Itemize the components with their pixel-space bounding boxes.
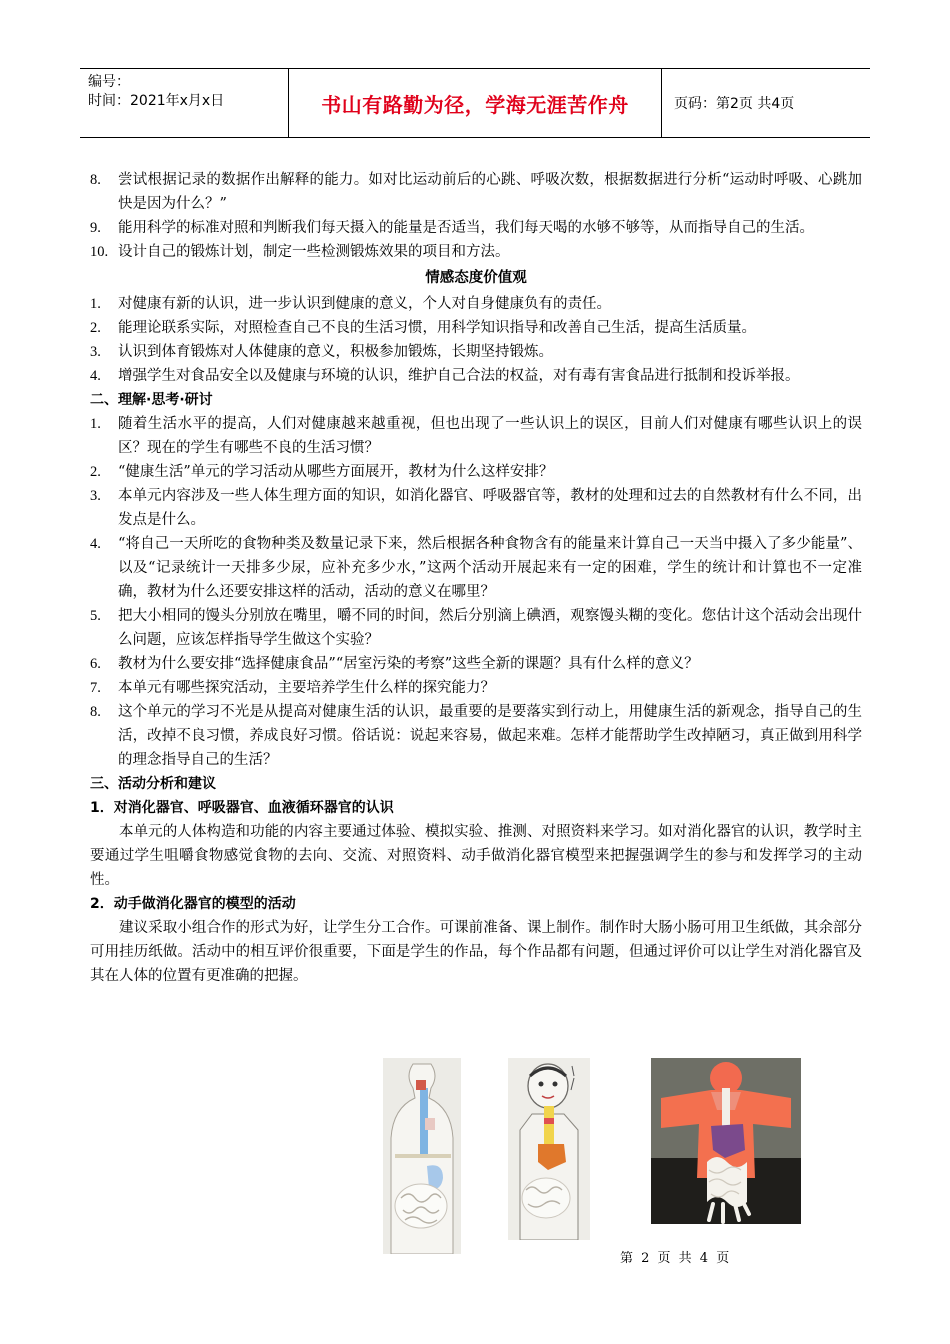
list-item xyxy=(90,484,862,532)
list-item xyxy=(90,364,862,388)
item-text: 本单元有哪些探究活动，主要培养学生什么样的探究能力？ xyxy=(118,680,495,696)
page-footer: 第 2 页 共 4 页 xyxy=(620,1251,732,1266)
list-item xyxy=(90,340,862,364)
student-model-photos xyxy=(0,1058,950,1318)
item-text: 本单元内容涉及一些人体生理方面的知识，如消化器官、呼吸器官等，教材的处理和过去的自然教材有什么不同，出发点是什么。 xyxy=(118,488,862,528)
student-model-photo-3 xyxy=(651,1058,801,1224)
subsection2-paragraph: 建议采取小组合作的形式为好，让学生分工合作。可课前准备、课上制作。制作时大肠小肠可用卫生纸做，其余部分可用挂历纸做。活动中的相互评价很重要，下面是学生的作品，每个作品都有问题，但通过评价可以让学生对消化器官及其在人体的位置有更准确的把握。 xyxy=(90,920,862,984)
item-number: 6. xyxy=(90,656,101,672)
item-text: 教材为什么要安排“选择健康食品”“居室污染的考察”这些全新的课题？具有什么样的意义？ xyxy=(118,656,699,672)
item-text: 对健康有新的认识，进一步认识到健康的意义，个人对自身健康负有的责任。 xyxy=(118,296,611,312)
item-number: 5. xyxy=(90,608,101,624)
list-item xyxy=(90,316,862,340)
list-item xyxy=(90,700,862,772)
item-number: 3. xyxy=(90,344,101,360)
student-model-photo-1 xyxy=(383,1058,461,1254)
list-item xyxy=(90,412,862,460)
item-text: 能用科学的标准对照和判断我们每天摄入的能量是否适当，我们每天喝的水够不够等，从而指导自己的生活。 xyxy=(118,220,814,236)
list-item xyxy=(90,604,862,652)
item-text: 认识到体育锻炼对人体健康的意义，积极参加锻炼，长期坚持锻炼。 xyxy=(118,344,553,360)
document-body xyxy=(90,168,862,988)
item-number: 8. xyxy=(90,704,101,720)
header-page-label: 页码：第2页 共4页 xyxy=(674,96,795,112)
date-label: 时间：2021年x月x日 xyxy=(88,93,225,109)
list-item xyxy=(90,460,862,484)
section3-title: 三、活动分析和建议 xyxy=(90,776,216,792)
item-text: 尝试根据记录的数据作出解释的能力。如对比运动前后的心跳、呼吸次数，根据数据进行分析“运动时呼吸、心跳加快是因为什么？” xyxy=(118,172,862,212)
header-meta xyxy=(80,69,289,137)
item-number: 7. xyxy=(90,680,101,696)
item-text: “将自己一天所吃的食物种类及数量记录下来，然后根据各种食物含有的能量来计算自己一天当中摄入了多少能量”、以及“记录统计一天排多少尿，应补充多少水，”这两个活动开展起来有一定的困难，学生的统计和计算也不一定准确，教材为什么还要安排这样的活动，活动的意义在哪里？ xyxy=(118,536,862,600)
item-number: 2. xyxy=(90,464,101,480)
item-number: 8. xyxy=(90,172,101,188)
list-item xyxy=(90,216,862,240)
section2-list xyxy=(90,412,862,772)
student-model-photo-2 xyxy=(508,1058,590,1240)
number-label: 编号： xyxy=(88,74,130,90)
item-number: 2. xyxy=(90,320,101,336)
item-text: 这个单元的学习不光是从提高对健康生活的认识，最重要的是要落实到行动上，用健康生活的新观念，指导自己的生活，改掉不良习惯，养成良好习惯。俗话说：说起来容易，做起来难。怎样才能帮助学生改掉陋习，真正做到用科学的理念指导自己的生活？ xyxy=(118,704,862,768)
list-item xyxy=(90,168,862,216)
attitude-title: 情感态度价值观 xyxy=(425,269,527,286)
subsection1-title: 1．对消化器官、呼吸器官、血液循环器官的认识 xyxy=(90,800,394,816)
ability-list xyxy=(90,168,862,264)
page-header xyxy=(80,68,870,138)
subsection1-paragraph: 本单元的人体构造和功能的内容主要通过体验、模拟实验、推测、对照资料来学习。如对消化器官的认识，教学时主要通过学生咀嚼食物感觉食物的去向、交流、对照资料、动手做消化器官模型来把握强调学生的参与和发挥学习的主动性。 xyxy=(90,824,862,888)
header-motto: 书山有路勤为径，学海无涯苦作舟 xyxy=(289,69,662,137)
item-number: 1. xyxy=(90,416,101,432)
item-text: 设计自己的锻炼计划，制定一些检测锻炼效果的项目和方法。 xyxy=(118,244,510,260)
item-text: 增强学生对食品安全以及健康与环境的认识，维护自己合法的权益，对有毒有害食品进行抵制和投诉举报。 xyxy=(118,368,800,384)
list-item xyxy=(90,240,862,264)
attitude-list xyxy=(90,292,862,388)
list-item xyxy=(90,676,862,700)
item-text: 随着生活水平的提高，人们对健康越来越重视，但也出现了一些认识上的误区，目前人们对健康有哪些认识上的误区？现在的学生有哪些不良的生活习惯？ xyxy=(118,416,862,456)
item-text: 能理论联系实际，对照检查自己不良的生活习惯，用科学知识指导和改善自己生活，提高生活质量。 xyxy=(118,320,756,336)
list-item xyxy=(90,532,862,604)
item-text: “健康生活”单元的学习活动从哪些方面展开，教材为什么这样安排？ xyxy=(118,464,554,480)
list-item xyxy=(90,652,862,676)
item-text: 把大小相同的馒头分别放在嘴里，嚼不同的时间，然后分别滴上碘酒，观察馒头糊的变化。您估计这个活动会出现什么问题，应该怎样指导学生做这个实验？ xyxy=(118,608,862,648)
item-number: 4. xyxy=(90,536,101,552)
item-number: 4. xyxy=(90,368,101,384)
subsection2-title: 2．动手做消化器官的模型的活动 xyxy=(90,896,296,912)
item-number: 1. xyxy=(90,296,101,312)
item-number: 10. xyxy=(90,244,109,260)
item-number: 9. xyxy=(90,220,101,236)
list-item xyxy=(90,292,862,316)
section2-title: 二、理解·思考·研讨 xyxy=(90,392,213,408)
item-number: 3. xyxy=(90,488,101,504)
